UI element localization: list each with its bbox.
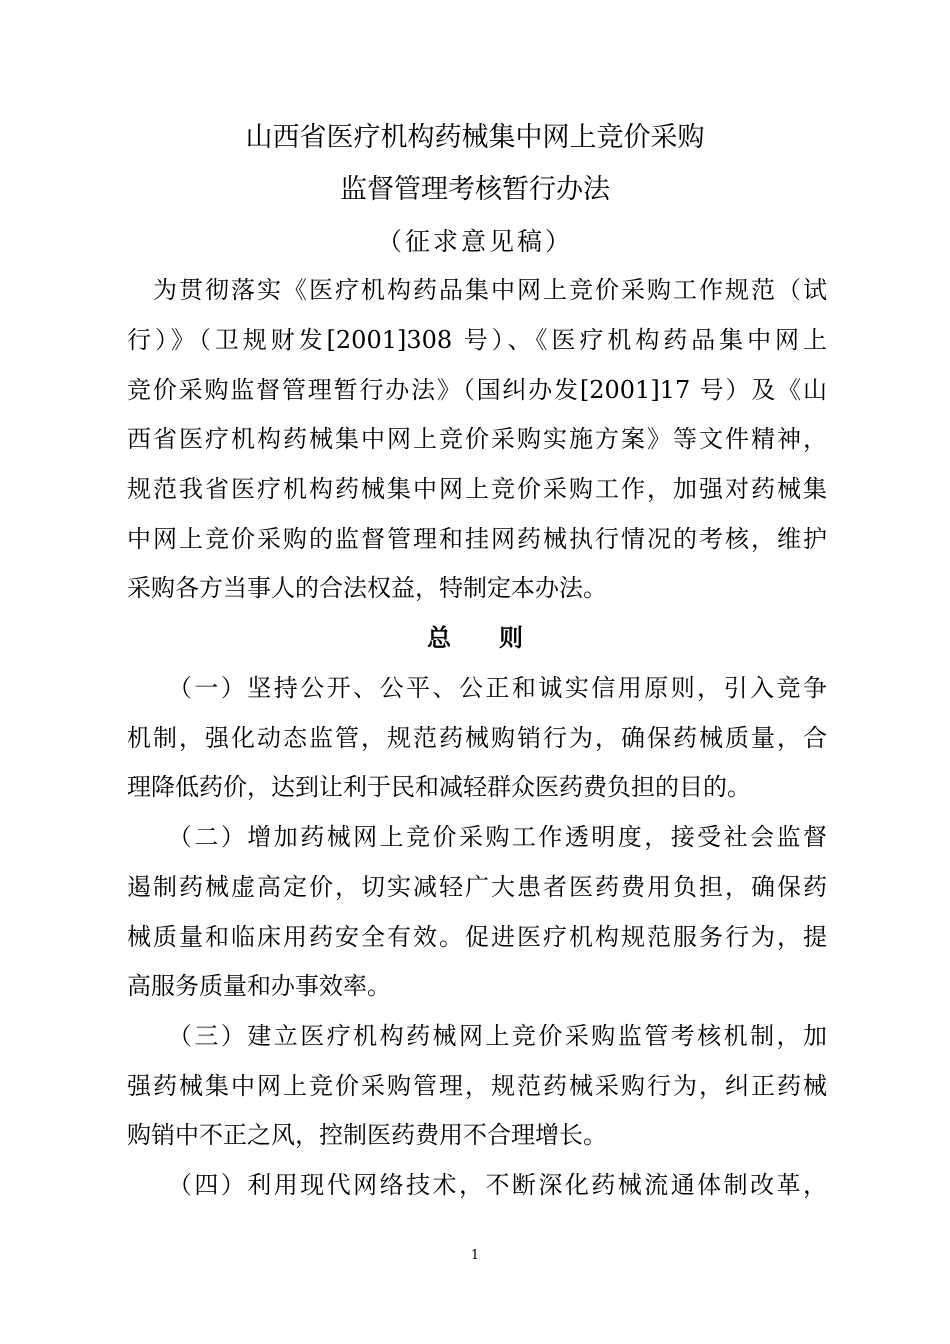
text-line: （三）建立医疗机构药械网上竞价采购监管考核机制，加 bbox=[127, 1022, 827, 1050]
text-line: 西省医疗机构药械集中网上竞价采购实施方案》等文件精神， bbox=[127, 425, 827, 453]
text-line: 竞价采购监督管理暂行办法》（国纠办发[2001]17 号）及《山 bbox=[127, 376, 827, 404]
text-line: 采购各方当事人的合法权益，特制定本办法。 bbox=[127, 574, 607, 602]
text-line: 强药械集中网上竞价采购管理，规范药械采购行为，纠正药械 bbox=[127, 1072, 827, 1100]
text-line: （二）增加药械网上竞价采购工作透明度，接受社会监督 bbox=[127, 823, 827, 851]
text-line: 规范我省医疗机构药械集中网上竞价采购工作，加强对药械集 bbox=[127, 475, 827, 503]
page-number: 1 bbox=[470, 1248, 480, 1263]
text-line: （四）利用现代网络技术，不断深化药械流通体制改革， bbox=[127, 1171, 827, 1199]
text-line: （一）坚持公开、公平、公正和诚实信用原则，引入竞争 bbox=[127, 674, 827, 702]
document-title-line-1: 山西省医疗机构药械集中网上竞价采购 bbox=[245, 122, 705, 153]
text-line: 理降低药价，达到让利于民和减轻群众医药费负担的目的。 bbox=[127, 773, 751, 801]
text-line: 高服务质量和办事效率。 bbox=[127, 972, 391, 1000]
text-line: 购销中不正之风，控制医药费用不合理增长。 bbox=[127, 1121, 607, 1149]
section-heading-char: 总 bbox=[427, 624, 451, 652]
section-heading bbox=[0, 618, 950, 658]
text-line: 机制，强化动态监管，规范药械购销行为，确保药械质量，合 bbox=[127, 724, 827, 752]
text-line: 械质量和临床用药安全有效。促进医疗机构规范服务行为，提 bbox=[127, 923, 827, 951]
text-line: 中网上竞价采购的监督管理和挂网药械执行情况的考核，维护 bbox=[127, 525, 827, 553]
section-heading-char: 则 bbox=[499, 624, 523, 652]
text-line: 遏制药械虚高定价，切实减轻广大患者医药费用负担，确保药 bbox=[127, 873, 827, 901]
text-line: 为贯彻落实《医疗机构药品集中网上竞价采购工作规范（试 bbox=[127, 276, 827, 304]
document-title-line-2: 监督管理考核暂行办法 bbox=[340, 174, 610, 205]
document-subtitle: （征求意见稿） bbox=[376, 227, 573, 256]
text-line: 行）》（卫规财发[2001]308 号）、《医疗机构药品集中网上 bbox=[127, 326, 827, 354]
